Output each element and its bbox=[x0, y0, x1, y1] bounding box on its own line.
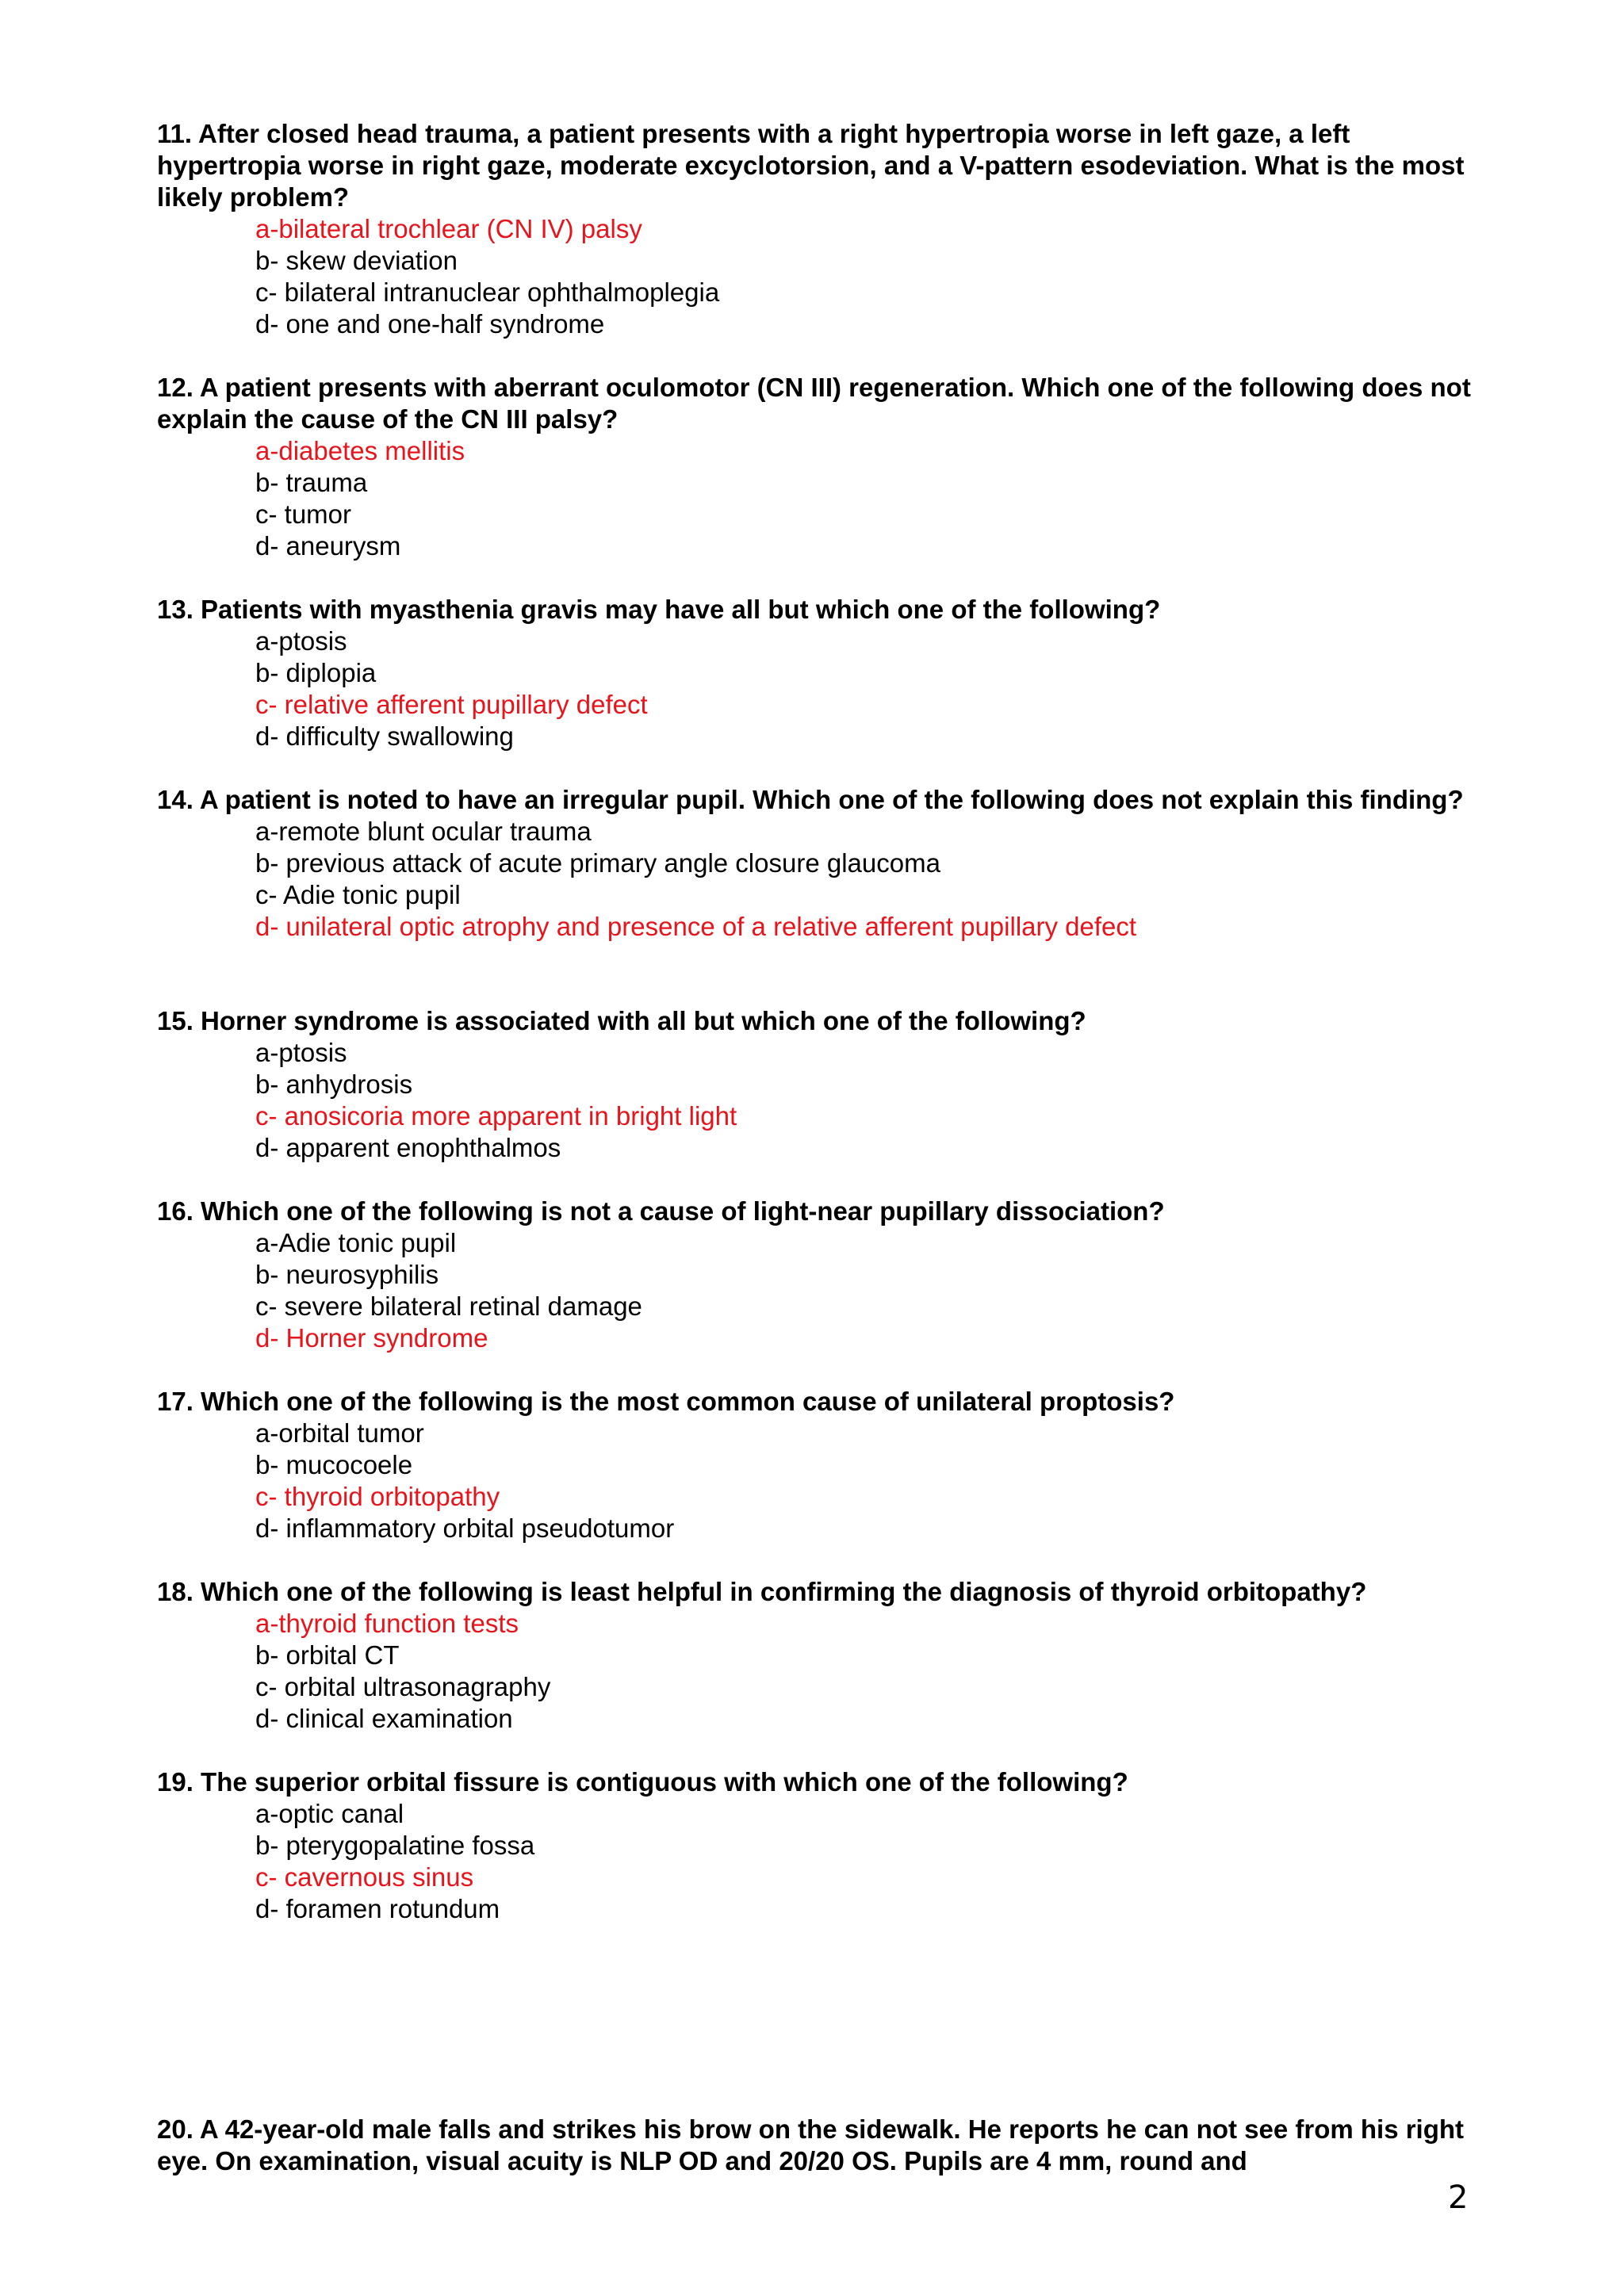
option-d: d- inflammatory orbital pseudotumor bbox=[255, 1513, 675, 1543]
option-d: d- aneurysm bbox=[255, 531, 401, 561]
option-d: d- clinical examination bbox=[255, 1704, 513, 1733]
question-15 bbox=[157, 1005, 1489, 1164]
option-b: b- pterygopalatine fossa bbox=[255, 1831, 535, 1860]
option-b: b- previous attack of acute primary angle closure glaucoma bbox=[255, 848, 940, 878]
question-stem: 19. The superior orbital fissure is contiguous with which one of the following? bbox=[157, 1767, 1128, 1797]
option-a: a-Adie tonic pupil bbox=[255, 1228, 457, 1257]
option-a: a-thyroid function tests bbox=[255, 1609, 519, 1638]
option-a: a-orbital tumor bbox=[255, 1418, 424, 1448]
option-d: d- one and one-half syndrome bbox=[255, 309, 605, 339]
page-number: 2 bbox=[1448, 2179, 1469, 2216]
option-c: c- anosicoria more apparent in bright light bbox=[255, 1101, 737, 1131]
option-c: c- Adie tonic pupil bbox=[255, 880, 461, 909]
question-13 bbox=[157, 594, 1489, 752]
option-c: c- tumor bbox=[255, 499, 352, 529]
option-a: a-remote blunt ocular trauma bbox=[255, 817, 592, 846]
question-17 bbox=[157, 1386, 1489, 1544]
option-c: c- thyroid orbitopathy bbox=[255, 1482, 500, 1511]
question-14 bbox=[157, 784, 1489, 943]
option-d: d- apparent enophthalmos bbox=[255, 1133, 561, 1162]
question-stem: 16. Which one of the following is not a cause of light-near pupillary dissociation? bbox=[157, 1196, 1165, 1226]
option-b: b- orbital CT bbox=[255, 1640, 400, 1670]
option-d: d- foramen rotundum bbox=[255, 1894, 500, 1923]
option-b: b- neurosyphilis bbox=[255, 1260, 439, 1289]
question-19 bbox=[157, 1766, 1489, 1925]
option-c: c- relative afferent pupillary defect bbox=[255, 690, 648, 719]
question-stem: 13. Patients with myasthenia gravis may have all but which one of the following? bbox=[157, 595, 1161, 624]
question-18 bbox=[157, 1576, 1489, 1735]
option-d: d- difficulty swallowing bbox=[255, 721, 514, 751]
option-a: a-optic canal bbox=[255, 1799, 404, 1828]
option-c: c- bilateral intranuclear ophthalmoplegia bbox=[255, 277, 720, 307]
question-12 bbox=[157, 372, 1489, 562]
option-d: d- Horner syndrome bbox=[255, 1323, 488, 1353]
question-11 bbox=[157, 118, 1489, 340]
option-c: c- severe bilateral retinal damage bbox=[255, 1292, 642, 1321]
option-a: a-diabetes mellitis bbox=[255, 436, 465, 465]
question-20 bbox=[157, 2114, 1489, 2177]
option-a: a-bilateral trochlear (CN IV) palsy bbox=[255, 214, 642, 243]
option-b: b- mucocoele bbox=[255, 1450, 413, 1479]
option-a: a-ptosis bbox=[255, 1038, 347, 1067]
option-a: a-ptosis bbox=[255, 626, 347, 656]
question-stem: 14. A patient is noted to have an irregular pupil. Which one of the following does not explain this finding? bbox=[157, 785, 1464, 814]
option-b: b- trauma bbox=[255, 468, 368, 497]
question-stem: 18. Which one of the following is least helpful in confirming the diagnosis of thyroid orbitopathy? bbox=[157, 1577, 1367, 1606]
question-16 bbox=[157, 1196, 1489, 1354]
option-b: b- anhydrosis bbox=[255, 1070, 413, 1099]
question-stem: 12. A patient presents with aberrant oculomotor (CN III) regeneration. Which one of the following does not explain the cause of the CN III palsy? bbox=[157, 373, 1471, 434]
option-b: b- diplopia bbox=[255, 658, 377, 687]
question-stem: 20. A 42-year-old male falls and strikes his brow on the sidewalk. He reports he can not see from his right eye. On examination, visual acuity is NLP OD and 20/20 OS. Pupils are 4 mm, round and bbox=[157, 2114, 1465, 2175]
option-c: c- cavernous sinus bbox=[255, 1862, 474, 1892]
option-b: b- skew deviation bbox=[255, 246, 458, 275]
question-stem: 15. Horner syndrome is associated with all but which one of the following? bbox=[157, 1006, 1086, 1035]
option-d: d- unilateral optic atrophy and presence of a relative afferent pupillary defect bbox=[255, 912, 1137, 941]
question-stem: 11. After closed head trauma, a patient presents with a right hypertropia worse in left gaze, a left hypertropia worse in right gaze, moderate excyclotorsion, and a V-pattern esodeviation. What is the most likely problem? bbox=[157, 119, 1465, 212]
question-stem: 17. Which one of the following is the most common cause of unilateral proptosis? bbox=[157, 1387, 1175, 1416]
option-c: c- orbital ultrasonagraphy bbox=[255, 1672, 551, 1701]
